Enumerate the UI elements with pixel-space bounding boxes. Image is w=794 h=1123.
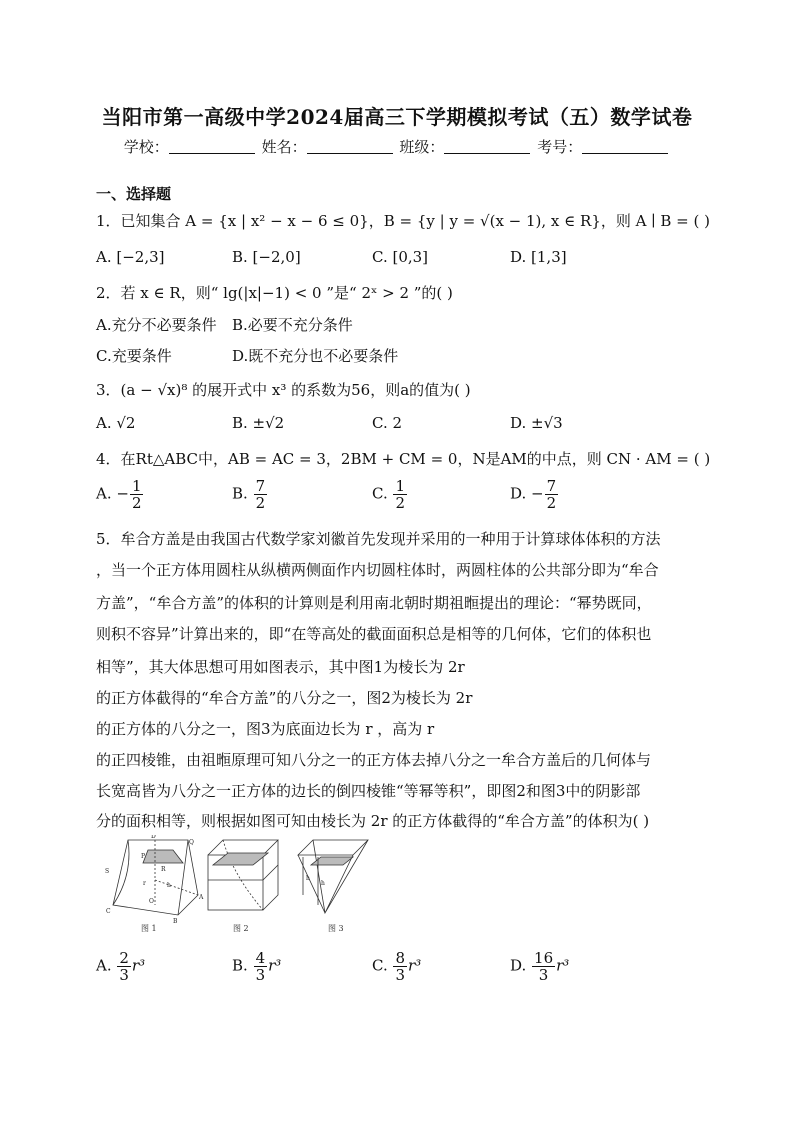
q1-option-c: C. [0,3] bbox=[372, 248, 429, 266]
figure-2 bbox=[208, 840, 278, 910]
q2-option-b: B.必要不充分条件 bbox=[232, 316, 353, 334]
q4-option-d-fraction bbox=[545, 478, 559, 511]
fig1-letter-h: h bbox=[167, 882, 171, 889]
number-label: 考号： bbox=[537, 138, 583, 156]
q5-option-b bbox=[232, 950, 281, 983]
q5-option-a-fraction bbox=[117, 950, 131, 983]
school-label: 学校： bbox=[123, 138, 169, 156]
fig1-letter-p: P bbox=[141, 853, 146, 860]
q4-option-b-fraction bbox=[254, 478, 268, 511]
student-info-row bbox=[0, 136, 794, 157]
q4-option-b-prefix: B. bbox=[232, 484, 253, 503]
fig1-letter-d: D bbox=[151, 835, 156, 840]
fig1-letter-o: O bbox=[149, 898, 154, 905]
fig3-letter-h-left: h bbox=[306, 875, 310, 882]
q2-option-d: D.既不充分也不必要条件 bbox=[232, 347, 399, 365]
numerator: 1 bbox=[395, 477, 406, 495]
fig1-letter-b: B bbox=[173, 918, 178, 925]
q5-line-1: 5．牟合方盖是由我国古代数学家刘徽首先发现并采用的一种用于计算球体体积的方法 bbox=[96, 530, 661, 548]
denominator: 2 bbox=[395, 494, 406, 512]
name-label: 姓名： bbox=[261, 138, 307, 156]
section-heading: 一、选择题 bbox=[96, 185, 172, 203]
denominator: 3 bbox=[119, 966, 129, 984]
q3-option-a: A. √2 bbox=[96, 414, 136, 432]
q1-option-b: B. [−2,0] bbox=[232, 248, 301, 266]
denominator: 2 bbox=[546, 494, 557, 512]
q5-option-d-prefix: D. bbox=[510, 956, 532, 975]
q4-stem: 4．在Rt△ABC中，AB = AC = 3，2BM + CM = 0，N是AM的中点，则 CN · AM = ( ) bbox=[96, 450, 711, 468]
q5-line-6: 的正方体截得的“牟合方盖”的八分之一，图2为棱长为 2r bbox=[96, 689, 473, 707]
numerator: 2 bbox=[119, 949, 129, 967]
fig1-letter-s: S bbox=[105, 868, 110, 875]
q5-line-9: 长宽高皆为八分之一正方体的边长的倒四棱锥“等幂等积”，即图2和图3中的阴影部 bbox=[96, 782, 641, 800]
fig1-letter-r: R bbox=[161, 866, 166, 873]
q4-option-a bbox=[96, 478, 144, 511]
q1-option-d: D. [1,3] bbox=[510, 248, 567, 266]
q4-option-a-fraction bbox=[130, 478, 144, 511]
fig1-letter-a: A bbox=[199, 894, 204, 901]
q5-option-d-fraction bbox=[532, 950, 555, 983]
numerator: 16 bbox=[534, 949, 554, 967]
q4-option-c-prefix: C. bbox=[372, 484, 393, 503]
numerator: 8 bbox=[395, 949, 406, 967]
figure-3 bbox=[298, 840, 368, 913]
q5-line-3: 方盖”，“牟合方盖”的体积的计算则是利用南北朝时期祖暅提出的理论：“幂势既同， bbox=[96, 594, 652, 612]
denominator: 2 bbox=[131, 494, 142, 512]
number-blank bbox=[582, 139, 668, 154]
q5-option-c-suffix: r³ bbox=[408, 956, 422, 975]
q3-stem: 3．(a − √x)⁸ 的展开式中 x³ 的系数为56，则a的值为( ) bbox=[96, 381, 471, 399]
q5-option-a-suffix: r³ bbox=[131, 956, 146, 975]
name-blank bbox=[307, 139, 393, 154]
fig1-letter-c: C bbox=[106, 908, 111, 915]
figure-1 bbox=[105, 835, 204, 925]
numerator: 7 bbox=[255, 477, 266, 495]
class-blank bbox=[444, 139, 530, 154]
q1-option-a: A. [−2,3] bbox=[96, 248, 165, 266]
q5-option-a-prefix: A. bbox=[96, 956, 117, 975]
q4-option-c-fraction bbox=[393, 478, 407, 511]
q5-option-c-prefix: C. bbox=[372, 956, 393, 975]
numerator: 4 bbox=[255, 949, 266, 967]
q5-line-7: 的正方体的八分之一，图3为底面边长为 r ，高为 r bbox=[96, 720, 435, 738]
q5-line-4: 则积不容异”计算出来的，即“在等高处的截面面积总是相等的几何体，它们的体积也 bbox=[96, 625, 652, 643]
q3-option-d: D. ±√3 bbox=[510, 414, 563, 432]
q5-option-b-suffix: r³ bbox=[268, 956, 282, 975]
q5-line-10: 分的面积相等，则根据如图可知由棱长为 2r 的正方体截得的“牟合方盖”的体积为( ) bbox=[96, 812, 650, 830]
fig1-letter-r-small: r bbox=[143, 880, 146, 887]
q5-option-a bbox=[96, 950, 145, 983]
denominator: 3 bbox=[255, 966, 266, 984]
q4-option-d-prefix: D. − bbox=[510, 484, 544, 503]
q5-line-8: 的正四棱锥，由祖暅原理可知八分之一的正方体去掉八分之一牟合方盖后的几何体与 bbox=[96, 751, 652, 769]
q4-option-b bbox=[232, 478, 268, 511]
fig1-letter-q: Q bbox=[189, 839, 194, 846]
denominator: 3 bbox=[395, 966, 406, 984]
q5-figures bbox=[103, 835, 383, 935]
q1-stem: 1．已知集合 A = {x | x² − x − 6 ≤ 0}，B = {y | y = √(x − 1), x ∈ R}，则 A ∣ B = ( ) bbox=[96, 212, 710, 230]
q5-line-5: 相等”，其大体思想可用如图表示，其中图1为棱长为 2r bbox=[96, 658, 465, 676]
q5-option-d bbox=[510, 950, 569, 983]
q3-option-b: B. ±√2 bbox=[232, 414, 285, 432]
q5-option-c bbox=[372, 950, 421, 983]
figure-1-caption: 图 1 bbox=[141, 924, 157, 933]
numerator: 7 bbox=[546, 477, 557, 495]
q4-option-c bbox=[372, 478, 408, 511]
q2-option-c: C.充要条件 bbox=[96, 347, 172, 365]
figure-2-caption: 图 2 bbox=[233, 924, 249, 933]
q4-option-a-prefix: A. − bbox=[96, 484, 129, 503]
fig3-letter-h-right: h bbox=[321, 880, 325, 887]
q4-option-d bbox=[510, 478, 559, 511]
q5-line-2: ，当一个正方体用圆柱从纵横两侧面作内切圆柱体时，两圆柱体的公共部分即为“牟合 bbox=[96, 561, 659, 579]
denominator: 2 bbox=[255, 494, 266, 512]
page-title: 当阳市第一高级中学2024届高三下学期模拟考试（五）数学试卷 bbox=[101, 105, 693, 129]
q5-option-d-suffix: r³ bbox=[556, 956, 570, 975]
q2-stem: 2．若 x ∈ R，则“ lg(|x|−1) < 0 ”是“ 2ˣ > 2 ”的( ) bbox=[96, 284, 453, 302]
q5-option-b-prefix: B. bbox=[232, 956, 253, 975]
q5-option-c-fraction bbox=[393, 950, 407, 983]
figure-3-caption: 图 3 bbox=[328, 924, 344, 933]
q5-option-b-fraction bbox=[254, 950, 268, 983]
denominator: 3 bbox=[538, 966, 549, 984]
q3-option-c: C. 2 bbox=[372, 414, 403, 432]
numerator: 1 bbox=[131, 477, 142, 495]
school-blank bbox=[169, 139, 255, 154]
q2-option-a: A.充分不必要条件 bbox=[96, 316, 217, 334]
class-label: 班级： bbox=[399, 138, 445, 156]
